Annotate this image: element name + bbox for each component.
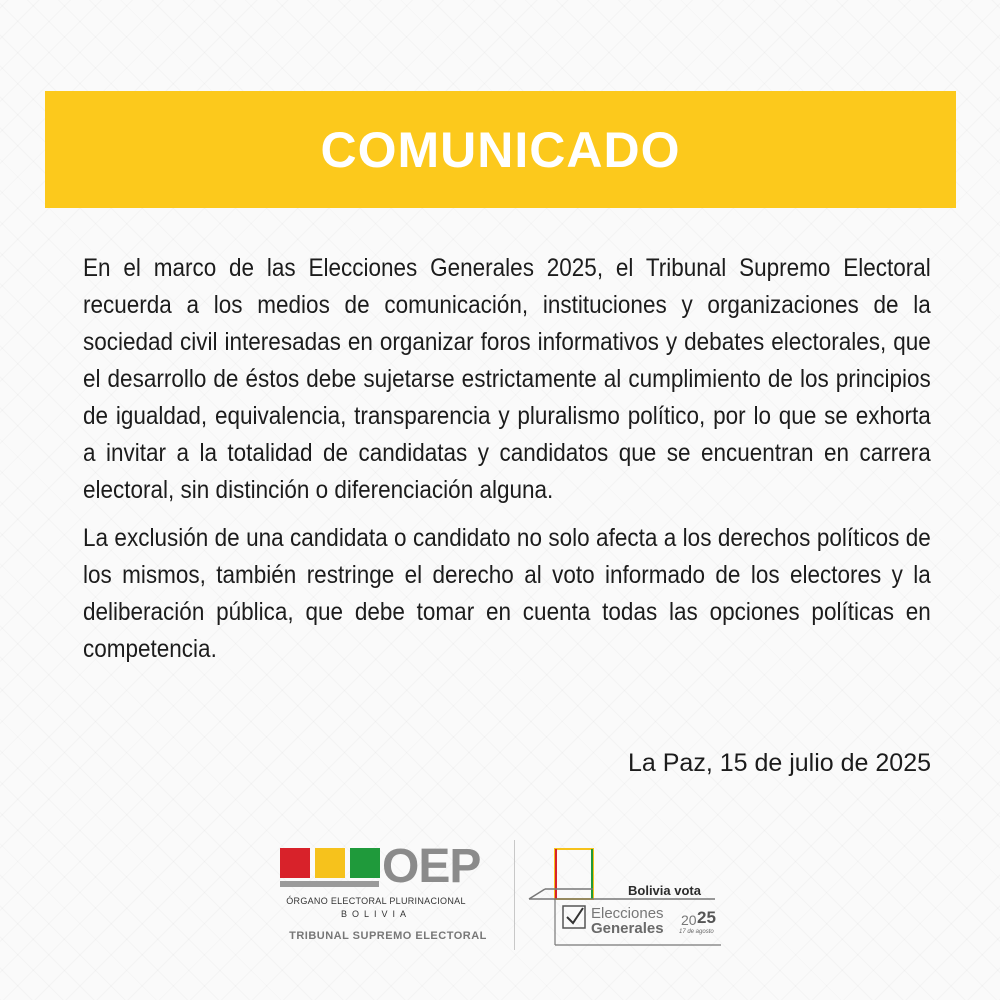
title-banner: [45, 91, 956, 208]
year-suffix: 25: [697, 908, 716, 927]
paragraph-1: En el marco de las Elecciones Generales 2025, el Tribunal Supremo Electoral recuerda a los medios de comunicación, instituciones y organizaciones de la sociedad civil interesadas en organizar foros informativos y debates electorales, que el desarrollo de éstos debe sujetarse estrictamente al cumplimiento de los principios de igualdad, equivalencia, transparencia y pluralismo político, por lo que se exhorta a invitar a la totalidad de candidatas y candidatos que se encuentran en carrera electoral, sin distinción o diferenciación alguna.: [83, 254, 931, 504]
date-line: La Paz, 15 de julio de 2025: [627, 749, 931, 777]
oep-logo: [278, 840, 498, 948]
oep-tribunal: TRIBUNAL SUPREMO ELECTORAL: [289, 930, 487, 942]
red-square-icon: [280, 848, 310, 878]
election-date: 17 de agosto: [679, 929, 714, 935]
oep-country: BOLIVIA: [340, 909, 411, 919]
oep-full-name: ÓRGANO ELECTORAL PLURINACIONAL: [286, 896, 466, 906]
oep-color-squares: [280, 848, 380, 878]
year-prefix: 20: [681, 912, 697, 928]
bolivia-vota-tagline: Bolivia vota: [628, 883, 701, 898]
logo-divider: [514, 840, 515, 950]
elecciones-word: Elecciones: [591, 905, 664, 922]
oep-underline-bar: [280, 881, 379, 887]
paragraph-2: La exclusión de una candidata o candidato no solo afecta a los derechos políticos de los mismos, también restringe el derecho al voto informado de los electores y la deliberación pública, que debe tomar en cuenta todas las opciones políticas en competencia.: [83, 524, 931, 663]
generales-word: Generales: [591, 920, 664, 937]
page-title: COMUNICADO: [320, 121, 681, 178]
elecciones-logo: [525, 845, 735, 950]
oep-acronym: OEP: [382, 840, 481, 893]
yellow-square-icon: [315, 848, 345, 878]
green-square-icon: [350, 848, 380, 878]
communique-body: [83, 250, 931, 679]
